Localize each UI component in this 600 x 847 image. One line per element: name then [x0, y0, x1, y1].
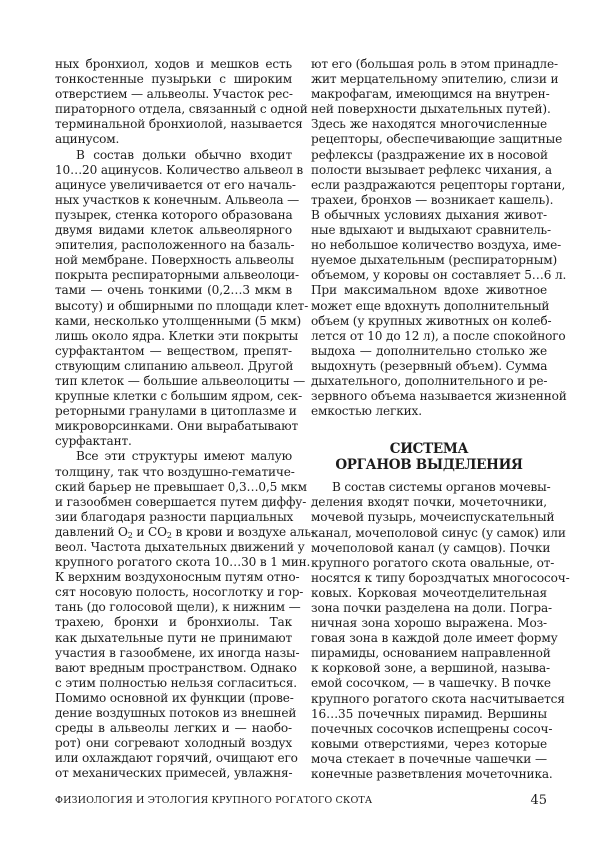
text-line: мочеполовой канал (у самцов). Почки	[311, 540, 551, 555]
subscript: 2	[127, 530, 133, 540]
text-line: рефлексы (раздражение их в носовой	[311, 147, 548, 162]
text-line: тами — очень тонкими (0,2…3 мкм в	[55, 283, 292, 298]
text-line: зии благодаря разности парциальных	[55, 509, 294, 524]
text-line: ствующим слипанию альвеол. Другой	[55, 358, 294, 373]
text-line: давлений $O_2$ и $CO_2$ в крови и воздухе аль-	[55, 524, 315, 540]
text-line: В обычных условиях дыхания живот-	[311, 207, 547, 222]
text-line: ацинусом.	[55, 132, 120, 147]
text-line: полости вызывает рефлекс чихания, а	[311, 162, 552, 177]
text-line: ют его (большая роль в этом принадле-	[311, 57, 558, 71]
text-line: ковых. Корковая мочеотделительная	[311, 585, 547, 600]
text-line: ной мембране. Поверхность альвеолы	[55, 253, 294, 268]
text-line: тип клеток — большие альвеолоциты —	[55, 373, 306, 388]
text-line: пузырек, стенка которого образована	[55, 207, 293, 222]
text-line: моча стекает в почечные чашечки —	[311, 751, 547, 766]
section-heading	[311, 441, 547, 473]
text-line: вают вредным пространством. Однако	[55, 660, 297, 675]
text-line: веол. Частота дыхательных движений у	[55, 540, 305, 554]
text-line: лется от 10 до 12 л), а после спокойного	[311, 328, 566, 343]
text-line: ных участков к конечным. Альвеола —	[55, 192, 300, 207]
text-line: макрофагам, имеющимся на внутрен-	[311, 87, 550, 102]
text-line: дыхательного, дополнительного и ре-	[311, 373, 548, 388]
text-line: высоту) и обширными по площади клет-	[55, 298, 309, 313]
text-line: мочевой пузырь, мочеиспускательный	[311, 510, 555, 525]
text-line: толщину, так что воздушно-гематиче-	[55, 464, 295, 479]
text-line: тань (до голосовой щели), к нижним —	[55, 600, 301, 615]
text-line: сурфактантом — веществом, препят-	[55, 343, 292, 358]
text-line: отверстием — альвеолы. Участок рес-	[55, 87, 293, 102]
text-line: как дыхательные пути не принимают	[55, 630, 292, 645]
text-line: В состав системы органов мочевы-	[332, 480, 551, 495]
text-line: объемом, у коровы он составляет 5…6 л.	[311, 268, 567, 283]
text-line: 10…20 ацинусов. Количество альвеол в	[55, 162, 304, 177]
text-line: объем (у крупных животных он колеб-	[311, 313, 552, 328]
text-line: Все эти структуры имеют малую	[76, 449, 292, 464]
text-line: зона почки разделена на доли. Погра-	[311, 601, 552, 615]
left-column	[55, 57, 315, 782]
text-line: рот) они согревают холодный воздух	[55, 736, 292, 751]
right-column-bottom-text	[311, 480, 570, 782]
text-line: ковыми отверстиями, через которые	[311, 736, 547, 751]
text-line: с этим полностью нельзя согласиться.	[55, 675, 297, 690]
text-line: говая зона в каждой доле имеет форму	[311, 631, 558, 646]
text-line: ничная зона хорошо выражена. Моз-	[311, 616, 547, 631]
text-line: крупного рогатого скота овальные, от-	[311, 555, 555, 570]
text-line: реторными гранулами в цитоплазме и	[55, 404, 297, 419]
text-line: выдоха — дополнительно столько же	[311, 343, 547, 358]
text-line: двумя видами клеток альвеолярного	[55, 223, 292, 238]
text-line: ней поверхности дыхательных путей).	[311, 102, 551, 117]
text-line: но небольшое количество воздуха, име-	[311, 238, 562, 253]
text-line: тонкостенные пузырьки с широким	[55, 72, 292, 87]
running-head: ФИЗИОЛОГИЯ И ЭТОЛОГИЯ КРУПНОГО РОГАТОГО СКОТА	[55, 795, 373, 806]
text-line: может еще вдохнуть дополнительный	[311, 298, 550, 313]
text-line: крупного рогатого скота насчитывается	[311, 691, 565, 706]
text-line: пираторного отдела, связанный с одной	[55, 102, 308, 117]
text-line: трахею, бронхи и бронхиолы. Так	[55, 615, 292, 630]
text-line: крупные клетки с большим ядром, сек-	[55, 389, 303, 404]
text-line: терминальной бронхиолой, называется	[55, 117, 303, 132]
text-line: среды в альвеолы легких и — наобо-	[55, 721, 292, 736]
text-line: Помимо основной их функции (прове-	[55, 690, 294, 705]
text-line: ками, несколько утолщенными (5 мкм)	[55, 313, 302, 328]
text-line: ные вдыхают и выдыхают сравнитель-	[311, 223, 551, 238]
text-line: конечные разветвления мочеточника.	[311, 767, 553, 782]
text-line: сурфактант.	[55, 434, 132, 449]
page-footer	[55, 795, 547, 811]
text-line: В состав дольки обычно входит	[76, 147, 292, 162]
text-line: 16…35 почечных пирамид. Вершины	[311, 706, 547, 721]
text-line: почечных сосочков испещрены сосоч-	[311, 721, 553, 736]
text-line: или охлаждают горячий, очищают его	[55, 751, 298, 766]
page-number: 45	[530, 793, 547, 808]
section-heading-line-1: СИСТЕМА	[389, 441, 469, 458]
text-line: При максимальном вдохе животное	[311, 283, 547, 298]
text-line: канал, мочеполовой синус (у самок) или	[311, 525, 566, 540]
right-column	[311, 57, 570, 782]
text-line: К верхним воздухоносным путям отно-	[55, 570, 300, 585]
text-line: дение воздушных потоков из внешней	[55, 706, 297, 721]
text-line: участия в газообмене, их иногда назы-	[55, 645, 300, 660]
section-heading-line-2: ОРГАНОВ ВЫДЕЛЕНИЯ	[335, 457, 523, 474]
text-line: носятся к типу бороздчатых многососоч-	[311, 570, 570, 585]
text-line: трахеи, бронхов — возникает кашель).	[311, 192, 554, 207]
text-line: деления входят почки, мочеточники,	[311, 495, 547, 510]
text-line: от механических примесей, увлажня-	[55, 766, 293, 781]
text-line: Здесь же находятся многочисленные	[311, 117, 547, 132]
text-line: к корковой зоне, а вершиной, называ-	[311, 661, 550, 676]
text-line: ацинусе увеличивается от его началь-	[55, 177, 296, 192]
text-line: лишь около ядра. Клетки эти покрыты	[55, 328, 299, 343]
text-line: крупного рогатого скота 10…30 в 1 мин.	[55, 555, 311, 570]
text-line: покрыта респираторными альвеолоци-	[55, 268, 299, 283]
text-line: зервного объема называется жизненной	[311, 389, 567, 404]
text-line: жит мерцательному эпителию, слизи и	[311, 72, 559, 87]
text-line: эпителия, расположенного на базаль-	[55, 238, 295, 253]
text-line: ский барьер не превышает 0,3…0,5 мкм	[55, 479, 307, 494]
text-line: рецепторы, обеспечивающие защитные	[311, 132, 563, 147]
text-line: емой сосочком, — в чашечку. В почке	[311, 676, 551, 691]
text-line: и газообмен совершается путем диффу-	[55, 494, 307, 509]
right-column-top-text	[311, 57, 567, 419]
text-line: сят носовую полость, носоглотку и гор-	[55, 585, 304, 600]
text-line: выдохнуть (резервный объем). Сумма	[311, 358, 548, 373]
text-line: нуемое дыхательным (респираторным)	[311, 253, 558, 268]
subscript: 2	[166, 530, 172, 540]
text-line: ных бронхиол, ходов и мешков есть	[55, 57, 292, 71]
text-line: если раздражаются рецепторы гортани,	[311, 177, 566, 192]
text-line: микроворсинками. Они вырабатывают	[55, 419, 299, 434]
text-line: емкостью легких.	[311, 404, 422, 419]
text-line: пирамиды, основанием направленной	[311, 646, 551, 661]
